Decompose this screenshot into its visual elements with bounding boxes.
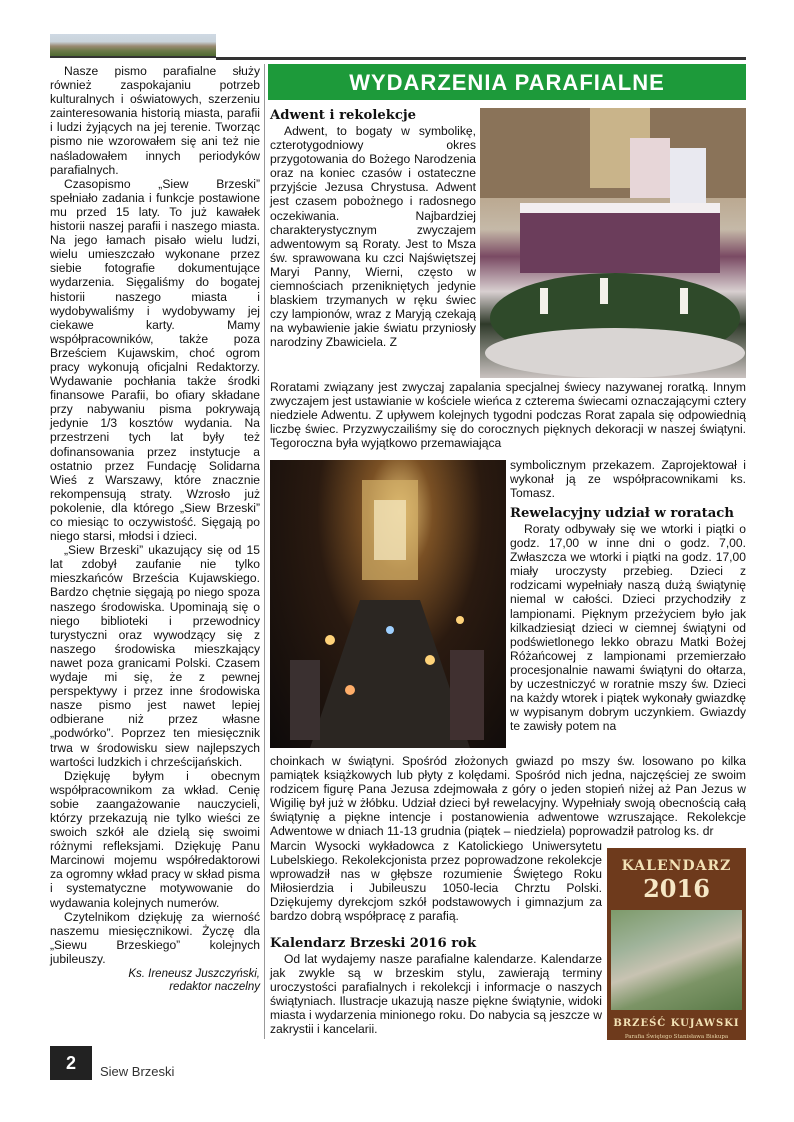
editorial-paragraph: Czytelnikom dziękuję za wierność naszemu miesięcznikowi. Życzę dla „Siewu Brzeskiego” kolejnych jubileuszy. xyxy=(50,909,260,966)
editorial-paragraph: Nasze pismo parafialne służy również zaspokajaniu potrzeb kulturalnych i oświatowych, szerzeniu zainteresowania historią miasta, parafii i ludzi żyjących na jej terenie. Tworząc pismo nie wzorowałem się ani też nie naśladowałem innych periodyków parafialnych. xyxy=(50,64,260,177)
roraty-photo-art xyxy=(270,460,506,748)
roraty-paragraph: choinkach w świątyni. Spośród złożonych gwiazd po mszy św. losowano po kilka pamiątek książkowych lub płyty z kolędami. Spośród nich jedna, najczęściej ze swoim rodzicem figurę Pana Jezusa zdejmowała z góry o jeden stopień niżej aż Pan Jezus w Wigilię był już w żłóbku. Udział dzieci był rewelacyjny. Wypełniały swoją obecnością całą świątynię a piękne intencje i postanowienia adwentowe wzruszające. Rekolekcje Adwentowe w dniach 11-13 grudnia (piątek – niedziela) poprowadził patrolog ks. dr xyxy=(270,754,746,839)
altar-photo-art xyxy=(480,108,746,378)
roraty-block-wide xyxy=(270,754,746,839)
header-town-photo xyxy=(50,34,216,56)
advent-block-wide xyxy=(270,380,746,450)
editorial-paragraph: Czasopismo „Siew Brzeski” spełniało zadania i funkcje postawione mu przed 15 laty. To już kawałek historii naszej parafii i naszego miasta. Na jego łamach pisało wielu ludzi, wielu umieszczało wykonane przez siebie fotografie dokumentujące wydarzenia. Sięgaliśmy do bogatej historii naszego miasta i wydobywaliśmy i wydobywamy jej ciekawe karty. Mamy współpracowników, także poza Brześciem Kujawskim, choć ogrom pracy wykonują oficjalni Redaktorzy. Wydawanie pochłania także środki finansowe Parafii, bo ofiary składane przy nabywaniu pisma pokrywają jedynie 1/3 kosztów wydania. Na przestrzeni tych lat były też dofinansowania przez instytucje a ostatnio przez Fundację Solidarna Wieś z Warszawy, które znacznie rekompensują straty. Wzrosło już pokolenie, dla którego „Siew Brzeski” co miesiąc to oczywistość. Sięgają po niego starsi, młodsi i dzieci. xyxy=(50,176,260,544)
calendar-cover-subtitle: Parafia Świętego Stanisława Biskupa xyxy=(624,1034,729,1040)
roraty-block xyxy=(510,506,746,733)
roraty-paragraph: Marcin Wysocki wykładowca z Katolickiego Uniwersytetu Lubelskiego. Rekolekcjonista przez poprowadzone rekolekcje wprowadził nas w głębsze rozumienie Świętego Roku Miłosierdzia i Jubileuszu 1050-lecia Chrztu Polski. Dziękujemy dyrekcjom szkół podstawowych i gimnazjum za bardzo dobrą współpracę z parafią. xyxy=(270,839,602,924)
advent-paragraph: symbolicznym przekazem. Zaprojektował i wykonał ją ze współpracownikami ks. Tomasz. xyxy=(510,458,746,501)
calendar-aerial-photo xyxy=(611,910,742,1010)
roraty-paragraph: Roraty odbywały się we wtorki i piątki o godz. 17,00 w inne dni o godz. 7,00. Zwłaszcza we wtorki i piątki na godz. 17,00 miały uroczysty przebieg. Dzieci z rodzicami wypełniały naszą dużą świątynię niemal w całości. Dzieci przychodziły z lampionami. Pięknym przeżyciem było jak kilkadziesiąt dzieci w ciemnej świątyni od podświetlonego lekko obrazu Matki Bożej Różańcowej z lampionami przemierzało procesjonalnie nawami świątyni do ołtarza, by uczestniczyć w roratnie mszy św. Dzieci na każdy wtorek i piątek wykonały gwiazdkę w wypisanym dobrym uczynkiem. Gwiazdy te zawisły potem na xyxy=(510,522,746,734)
calendar-cover-title: KALENDARZ xyxy=(621,858,732,874)
calendar-block xyxy=(270,936,602,1037)
advent-block xyxy=(270,108,476,350)
roraty-children-photo xyxy=(270,460,506,748)
signature-role: redaktor naczelny xyxy=(169,981,260,993)
roraty-block-narrow xyxy=(270,839,602,924)
calendar-cover-year: 2016 xyxy=(643,874,710,903)
editorial-paragraph: Dziękuję byłym i obecnym współpracownikom za wkład. Cenię sobie zaangażowanie nauczycieli, którzy przekazują nie tylko wieści ze swoich szkół ale dzielą się swoimi różnymi refleksjami. Dziękuję Panu Marcinowi mojemu współredaktorowi za ogromny wkład pracy w skład pisma i systematyczne motywowanie do wydawania kolejnych numerów. xyxy=(50,768,260,910)
advent-block-narrow xyxy=(510,458,746,500)
section-banner: WYDARZENIA PARAFIALNE xyxy=(268,64,746,100)
header-rule xyxy=(216,57,746,60)
altar-advent-photo xyxy=(480,108,746,378)
calendar-heading: Kalendarz Brzeski 2016 rok xyxy=(270,936,477,951)
editorial-paragraph: „Siew Brzeski” ukazujący się od 15 lat zdobył zaufanie nie tylko mieszkańców Brześcia Kujawskiego. Bardzo chętnie sięgają po niego spoza naszego środowiska. Upominają się o niego biblioteki i przewodnicy turystyczni oraz wywodzący się z naszego środowiska mieszkający nawet poza granicami Polski. Czasem wydaje mi się, że z pewnej perspektywy i przez inne środowiska nasze pismo jest nawet lepiej odbierane niż przez własne „podwórko”. Poprzez ten miesięcznik trwa w środowisku siew najlepszych wartości ludzkich i chrześcijańskich. xyxy=(50,543,260,769)
footer-title: Siew Brzeski xyxy=(100,1064,175,1079)
advent-paragraph: Adwent, to bogaty w symbolikę, czterotygodniowy okres przygotowania do Bożego Narodzenia oraz na koniec czasów i ostateczne przyjście Jezusa Chrystusa. Adwent jest czasem pobożnego i radosnego oczekiwania. Najbardziej charakterystycznym zwyczajem adwentowym są Roraty. Jest to Msza św. sprawowana ku czci Najświętszej Maryi Panny, Wierni, często w ciemnościach przenikniętych jedynie blaskiem trzymanych w ręku świec czy lampionów, wraz z Maryją czekają na wybawienie jakie światu przyniosły narodziny Zbawiciela. Z xyxy=(270,124,476,350)
advent-heading: Adwent i rekolekcje xyxy=(270,108,417,123)
signature-name: Ks. Ireneusz Juszczyński, xyxy=(128,968,260,980)
header-rule-left xyxy=(50,56,216,58)
column-divider xyxy=(264,64,265,1039)
page-number: 2 xyxy=(50,1046,92,1080)
advent-paragraph: Roratami związany jest zwyczaj zapalania specjalnej świecy nazywanej roratką. Innym zwyczajem jest ustawianie w kościele wieńca z czterema świecami oznaczającymi cztery niedziele Adwentu. Z upływem kolejnych tygodni podczas Rorat zapala się odpowiednią liczbę świec. Przyzwyczailiśmy się do corocznych pięknych dekoracji w naszej świątyni. Tegoroczna była wyjątkowo przemawiająca xyxy=(270,380,746,451)
calendar-cover-image xyxy=(607,848,746,1040)
calendar-cover-town: BRZEŚĆ KUJAWSKI xyxy=(613,1018,740,1029)
roraty-heading: Rewelacyjny udział w roratach xyxy=(510,506,734,521)
calendar-paragraph: Od lat wydajemy nasze parafialne kalendarze. Kalendarze jak zwykle są w brzeskim stylu, zawierają terminy uroczystości parafialnych i rekolekcji i informacje o naszych świątyniach. Ilustracje ukazują nasze piękne świątynie, widoki miasta i wydarzenia minionego roku. Do nabycia są jeszcze w zakrystii i kancelarii. xyxy=(270,952,602,1037)
editorial-column xyxy=(50,64,260,994)
